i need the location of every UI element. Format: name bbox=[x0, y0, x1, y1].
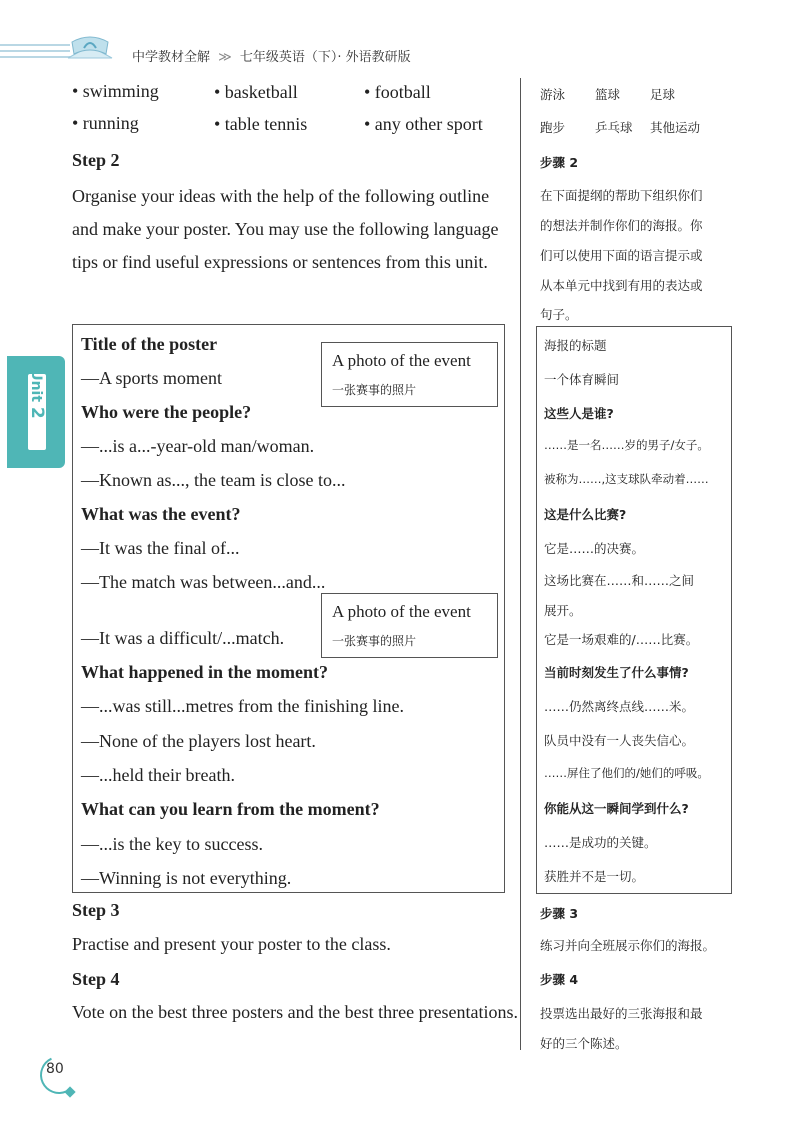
outline-heading: What can you learn from the moment? bbox=[81, 799, 380, 819]
column-divider bbox=[520, 78, 521, 1050]
step3-text-cn: 练习并向全班展示你们的海报。 bbox=[540, 938, 716, 953]
outline-tip: —...was still...metres from the finishing line. bbox=[81, 696, 404, 716]
outline-tip: —It was the final of... bbox=[81, 538, 240, 558]
step2-line: Organise your ideas with the help of the following outline bbox=[72, 186, 490, 206]
photo-caption-cn: 一张赛事的照片 bbox=[332, 634, 417, 648]
outline-tip: —...is the key to success. bbox=[81, 834, 263, 854]
step4-heading-cn: 步骤 4 bbox=[540, 972, 579, 987]
sport-item-cn: 游泳 bbox=[540, 87, 566, 102]
page-number: 80 bbox=[46, 1061, 64, 1077]
book-logo bbox=[62, 32, 118, 64]
photo-placeholder bbox=[321, 593, 498, 658]
outline-tip: —It was a difficult/...match. bbox=[81, 628, 285, 648]
outline-item-cn: 队员中没有一人丧失信心。 bbox=[544, 733, 695, 748]
sport-item: • football bbox=[364, 82, 431, 102]
outline-tip: —The match was between...and... bbox=[81, 572, 326, 592]
outline-item-cn: 获胜并不是一切。 bbox=[544, 869, 645, 884]
sport-item: • table tennis bbox=[214, 114, 308, 134]
outline-item-cn: ……仍然离终点线……米。 bbox=[544, 699, 695, 714]
photo-caption-cn: 一张赛事的照片 bbox=[332, 383, 417, 397]
unit-number: 2 bbox=[27, 406, 47, 419]
step2-line-cn: 们可以使用下面的语言提示或 bbox=[540, 248, 703, 263]
outline-item-cn: 这场比赛在……和……之间 bbox=[544, 573, 695, 588]
step2-heading-cn: 步骤 2 bbox=[540, 155, 579, 170]
outline-item-cn: ……是一名……岁的男子/女子。 bbox=[544, 438, 709, 452]
sport-item: • running bbox=[72, 113, 139, 133]
step4-heading: Step 4 bbox=[72, 969, 120, 989]
step4-text: Vote on the best three posters and the best three presentations. bbox=[72, 1002, 519, 1022]
outline-heading: Who were the people? bbox=[81, 402, 252, 422]
step4-line-cn: 投票选出最好的三张海报和最 bbox=[540, 1006, 703, 1021]
photo-caption: A photo of the event bbox=[332, 602, 471, 621]
outline-item-cn: 一个体育瞬间 bbox=[544, 372, 620, 387]
unit-tab-label bbox=[27, 356, 47, 432]
step4-line-cn: 好的三个陈述。 bbox=[540, 1036, 628, 1051]
unit-tab bbox=[7, 356, 65, 468]
unit-word: Unit bbox=[28, 369, 44, 403]
outline-heading: What happened in the moment? bbox=[81, 662, 329, 682]
outline-tip: —Known as..., the team is close to... bbox=[81, 470, 346, 490]
header-decoration bbox=[0, 44, 70, 64]
sport-item: • any other sport bbox=[364, 114, 483, 134]
sport-item-cn: 跑步 bbox=[540, 120, 566, 135]
sport-item-cn: 篮球 bbox=[595, 87, 621, 102]
outline-tip: —...held their breath. bbox=[81, 765, 235, 785]
outline-tip: —Winning is not everything. bbox=[81, 868, 292, 888]
outline-item-cn: 海报的标题 bbox=[544, 338, 607, 353]
outline-heading: What was the event? bbox=[81, 504, 241, 524]
step2-line-cn: 从本单元中找到有用的表达或 bbox=[540, 278, 703, 293]
book-title: 中学教材全解 bbox=[132, 50, 211, 65]
step2-line: tips or find useful expressions or sentences from this unit. bbox=[72, 252, 488, 272]
outline-item-cn: 它是一场艰难的/……比赛。 bbox=[544, 632, 699, 647]
outline-heading-cn: 这是什么比赛? bbox=[544, 507, 627, 522]
outline-item-cn: 它是……的决赛。 bbox=[544, 541, 645, 556]
step3-text: Practise and present your poster to the class. bbox=[72, 934, 391, 954]
outline-tip: —...is a...-year-old man/woman. bbox=[81, 436, 315, 456]
outline-heading-cn: 当前时刻发生了什么事情? bbox=[544, 665, 689, 680]
outline-item-cn: ……屏住了他们的/她们的呼吸。 bbox=[544, 766, 709, 780]
step2-line-cn: 的想法并制作你们的海报。你 bbox=[540, 218, 703, 233]
sport-item: • basketball bbox=[214, 82, 298, 102]
photo-placeholder bbox=[321, 342, 498, 407]
sport-item: • swimming bbox=[72, 81, 159, 101]
running-header bbox=[132, 46, 411, 65]
photo-caption: A photo of the event bbox=[332, 351, 471, 370]
outline-item-cn: 被称为……,这支球队牵动着…… bbox=[544, 472, 709, 486]
outline-item-cn: 展开。 bbox=[544, 603, 582, 618]
sport-item-cn: 其他运动 bbox=[650, 120, 701, 135]
header-separator: ≫ bbox=[218, 50, 232, 65]
step3-heading: Step 3 bbox=[72, 900, 120, 920]
outline-heading: Title of the poster bbox=[81, 334, 218, 354]
step2-line-cn: 在下面提纲的帮助下组织你们 bbox=[540, 188, 703, 203]
sport-item-cn: 乒乓球 bbox=[595, 120, 633, 135]
sport-item-cn: 足球 bbox=[650, 87, 676, 102]
step3-heading-cn: 步骤 3 bbox=[540, 906, 579, 921]
step2-line: and make your poster. You may use the following language bbox=[72, 219, 499, 239]
outline-item-cn: ……是成功的关键。 bbox=[544, 835, 657, 850]
book-subtitle: 七年级英语（下）· 外语教研版 bbox=[239, 50, 411, 65]
outline-heading-cn: 你能从这一瞬间学到什么? bbox=[544, 801, 689, 816]
outline-heading-cn: 这些人是谁? bbox=[544, 406, 614, 421]
outline-tip: —A sports moment bbox=[81, 368, 223, 388]
outline-tip: —None of the players lost heart. bbox=[81, 731, 316, 751]
step2-heading: Step 2 bbox=[72, 150, 120, 170]
step2-line-cn: 句子。 bbox=[540, 307, 578, 322]
